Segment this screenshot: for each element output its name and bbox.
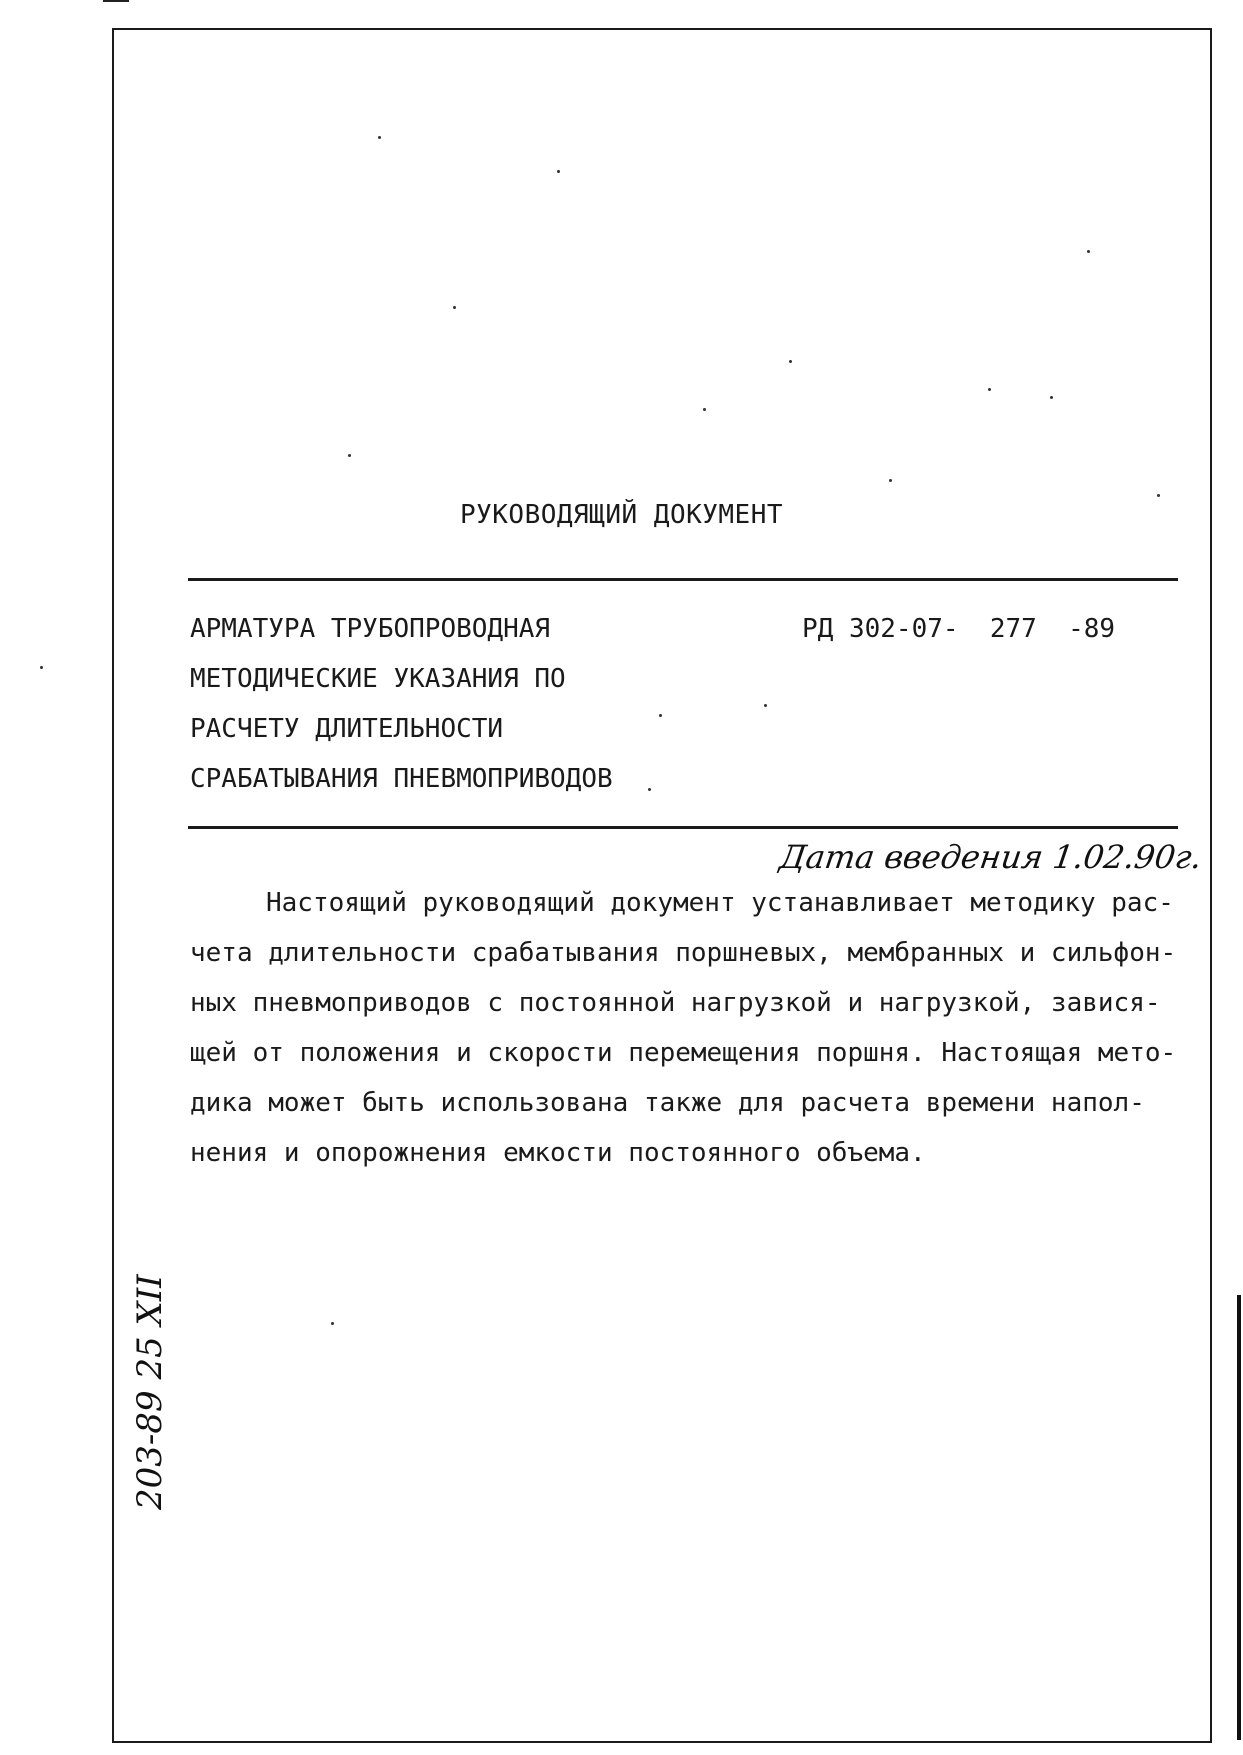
- scan-speck: [40, 666, 43, 669]
- page-frame: [112, 28, 1212, 1743]
- document-code: РД 302-07- 277 -89: [802, 614, 1116, 644]
- scan-speck: [648, 788, 651, 791]
- bottom-rule: [188, 826, 1178, 829]
- scan-speck: [988, 388, 991, 391]
- handwritten-intro-date: Дата введения 1.02.90г.: [777, 838, 1205, 876]
- scan-edge-shadow: [1237, 1295, 1241, 1740]
- scan-speck: [378, 136, 381, 139]
- scan-speck: [889, 479, 892, 482]
- body-line: ных пневмоприводов с постоянной нагрузкой и нагрузкой, завися-: [190, 988, 1161, 1018]
- body-line: щей от положения и скорости перемещения поршня. Настоящая мето-: [190, 1038, 1177, 1068]
- top-edge-mark: [103, 0, 129, 2]
- document-title: РУКОВОДЯЩИЙ ДОКУМЕНТ: [459, 500, 784, 530]
- scan-speck: [331, 1322, 334, 1325]
- subject-line: МЕТОДИЧЕСКИЕ УКАЗАНИЯ ПО: [190, 664, 566, 694]
- margin-handwritten-note: 203-89 25 XII: [130, 1274, 170, 1510]
- subject-line: АРМАТУРА ТРУБОПРОВОДНАЯ: [190, 614, 551, 644]
- scan-speck: [764, 704, 767, 707]
- body-line: чета длительности срабатывания поршневых, мембранных и сильфон-: [190, 938, 1177, 968]
- scan-speck: [348, 454, 351, 457]
- scan-speck: [789, 360, 792, 363]
- body-line: нения и опорожнения емкости постоянного объема.: [190, 1138, 926, 1168]
- scan-speck: [659, 714, 662, 717]
- body-line: дика может быть использована также для расчета времени напол-: [190, 1088, 1145, 1118]
- subject-line: РАСЧЕТУ ДЛИТЕЛЬНОСТИ: [190, 714, 504, 744]
- scan-speck: [557, 170, 560, 173]
- body-line: Настоящий руководящий документ устанавливает методику рас-: [266, 888, 1174, 918]
- scan-speck: [1157, 494, 1160, 497]
- subject-line: СРАБАТЫВАНИЯ ПНЕВМОПРИВОДОВ: [190, 764, 613, 794]
- scan-speck: [1050, 396, 1053, 399]
- scan-speck: [1087, 250, 1090, 253]
- top-rule: [188, 578, 1178, 581]
- scan-speck: [703, 408, 706, 411]
- scan-speck: [453, 306, 456, 309]
